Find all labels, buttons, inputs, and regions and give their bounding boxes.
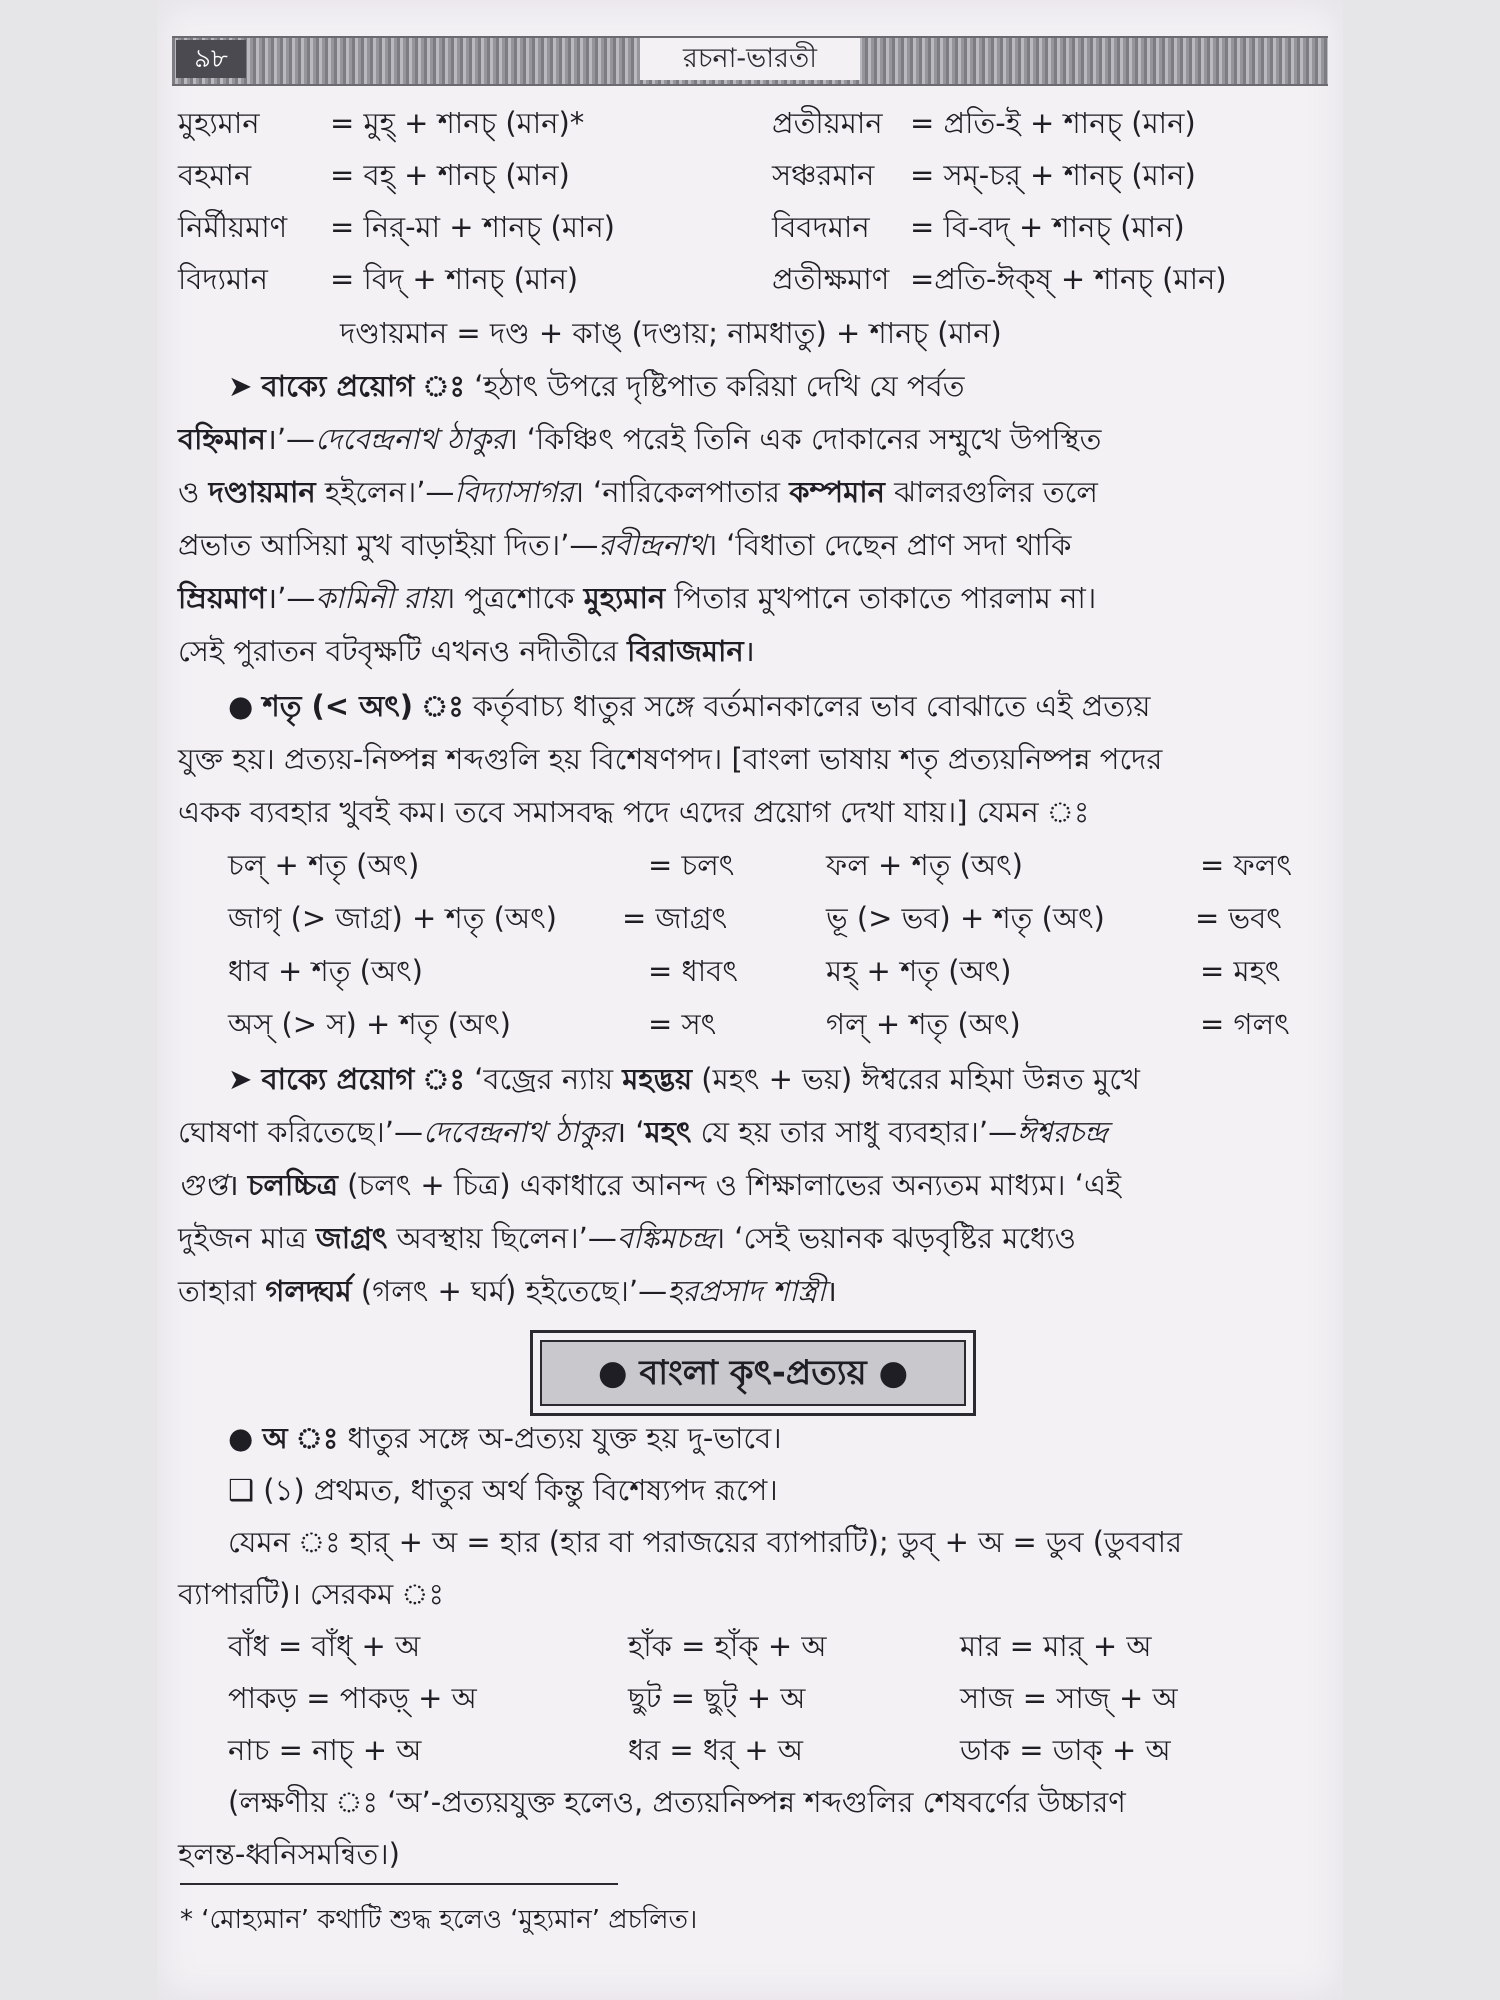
author-ref: বিদ্যাসাগর	[454, 475, 574, 509]
bullet-icon: ●	[228, 689, 254, 723]
author-ref: গুপ্ত	[178, 1168, 228, 1202]
usage-para-1-line: ম্রিয়মাণ।’—কামিনী রায়। পুত্রশোকে মুহ্যমান পিতার মুখপানে তাকাতে পারলাম না।	[178, 581, 1097, 615]
eq-right-value: = বি-বদ্ + শানচ্ (মান)	[910, 210, 1185, 244]
shatri-para-line: যুক্ত হয়। প্রত্যয়-নিষ্পন্ন শব্দগুলি হয় বিশেষণপদ। [বাংলা ভাষায় শতৃ প্রত্যয়নিষ্পন্ন পদের	[178, 742, 1163, 776]
note-line: (লক্ষণীয় ঃ ‘অ’-প্রত্যয়যুক্ত হলেও, প্রত্যয়নিষ্পন্ন শব্দগুলির শেষবর্ণের উচ্চারণ	[228, 1785, 1126, 1819]
usage-para-2-line: গুপ্ত। চলচ্চিত্র (চলৎ + চিত্র) একাধারে আনন্দ ও শিক্ষালাভের অন্যতম মাধ্যম। ‘এই	[178, 1168, 1122, 1202]
a-section-line: ব্যাপারটি)। সেরকম ঃ	[178, 1577, 444, 1611]
author-ref: রবীন্দ্রনাথ	[598, 528, 707, 562]
footnote: * ‘মোহ্যমান’ কথাটি শুদ্ধ হলেও ‘মুহ্যমান’ প্রচলিত।	[180, 1905, 698, 1935]
centered-equation: দণ্ডায়মান = দণ্ড + কাঙ্ (দণ্ডায়; নামধাতু) + শানচ্ (মান)	[340, 316, 1002, 350]
eq-right-term: বিবদমান	[772, 210, 870, 244]
a-example: পাকড় = পাকড়্ + অ	[228, 1681, 477, 1715]
author-ref: হরপ্রসাদ শাস্ত্রী	[667, 1274, 826, 1308]
usage-para-1-line: ও দণ্ডায়মান হইলেন।’—বিদ্যাসাগর। ‘নারিকেলপাতার কম্পমান ঝালরগুলির তলে	[178, 475, 1098, 509]
a-example: হাঁক = হাঁক্ + অ	[628, 1629, 827, 1663]
a-section-point: ❑ (১) প্রথমত, ধাতুর অর্থ কিন্তু বিশেষ্যপদ রূপে।	[228, 1473, 778, 1507]
author-ref: কামিনী রায়	[315, 581, 445, 615]
shatri-result: = গলৎ	[1200, 1007, 1290, 1041]
a-example: ছুট = ছুট্ + অ	[628, 1681, 806, 1715]
usage-para-1-line: সেই পুরাতন বটবৃক্ষটি এখনও নদীতীরে বিরাজমান।	[178, 634, 755, 668]
eq-left-value: = বিদ্ + শানচ্ (মান)	[330, 262, 579, 296]
shatri-result: = চলৎ	[648, 848, 735, 882]
shatri-result: = জাগ্রৎ	[622, 901, 728, 935]
usage-para-1-line: প্রভাত আসিয়া মুখ বাড়াইয়া দিত।’—রবীন্দ্রনাথ। ‘বিধাতা দেছেন প্রাণ সদা থাকি	[178, 528, 1072, 562]
section-title: ● বাংলা কৃৎ-প্রত্যয় ●	[540, 1340, 966, 1406]
author-ref: ঈশ্বরচন্দ্র	[1017, 1115, 1108, 1149]
section-title-box	[530, 1330, 976, 1416]
arrow-icon: ➤	[228, 1062, 253, 1096]
shatri-heading: ● শতৃ (< অৎ) ঃ কর্তৃবাচ্য ধাতুর সঙ্গে বর্তমানকালের ভাব বোঝাতে এই প্রত্যয়	[228, 689, 1151, 723]
eq-right-term: সঞ্চরমান	[772, 158, 875, 192]
author-ref: দেবেন্দ্রনাথ ঠাকুর	[423, 1115, 616, 1149]
arrow-icon: ➤	[228, 369, 253, 403]
shatri-result: = মহৎ	[1200, 954, 1281, 988]
a-section-line: যেমন ঃ হার্ + অ = হার (হার বা পরাজয়ের ব্যাপারটি); ডুব্ + অ = ডুব (ডুববার	[228, 1525, 1183, 1559]
author-ref: দেবেন্দ্রনাথ ঠাকুর	[315, 422, 508, 456]
eq-left-term: মুহ্যমান	[178, 106, 260, 140]
shatri-example: ভূ (> ভব) + শতৃ (অৎ)	[826, 901, 1105, 935]
eq-left-value: = মুহ্ + শানচ্ (মান)*	[330, 106, 585, 140]
a-section-heading: ● অ ঃ ধাতুর সঙ্গে অ-প্রত্যয় যুক্ত হয় দু-ভাবে।	[228, 1421, 782, 1455]
usage-para-1-line: বহ্নিমান।’—দেবেন্দ্রনাথ ঠাকুর। ‘কিঞ্চিৎ পরেই তিনি এক দোকানের সম্মুখে উপস্থিত	[178, 422, 1102, 456]
shatri-example: ধাব + শতৃ (অৎ)	[228, 954, 423, 988]
shatri-result: = ফলৎ	[1200, 848, 1292, 882]
shatri-result: = সৎ	[648, 1007, 717, 1041]
usage-para-2: ➤ বাক্যে প্রয়োগ ঃ ‘বজ্রের ন্যায় মহদ্ভয় (মহৎ + ভয়) ঈশ্বরের মহিমা উন্নত মুখে	[228, 1062, 1140, 1096]
eq-right-term: প্রতীয়মান	[772, 106, 883, 140]
shatri-example: চল্ + শতৃ (অৎ)	[228, 848, 420, 882]
shatri-result: = ভবৎ	[1195, 901, 1282, 935]
bullet-icon: ●	[228, 1421, 254, 1455]
eq-left-value: = নির্-মা + শানচ্ (মান)	[330, 210, 615, 244]
eq-right-term: প্রতীক্ষমাণ	[772, 262, 890, 296]
usage-label: বাক্যে প্রয়োগ ঃ	[261, 369, 465, 403]
a-example: মার = মার্ + অ	[960, 1629, 1152, 1663]
a-example: ধর = ধর্ + অ	[628, 1733, 803, 1767]
shatri-example: গল্ + শতৃ (অৎ)	[826, 1007, 1021, 1041]
eq-left-term: বিদ্যমান	[178, 262, 268, 296]
running-title: রচনা-ভারতী	[640, 38, 860, 80]
a-example: সাজ = সাজ্ + অ	[960, 1681, 1178, 1715]
a-example: নাচ = নাচ্ + অ	[228, 1733, 422, 1767]
shatri-example: জাগৃ (> জাগ্র) + শতৃ (অৎ)	[228, 901, 557, 935]
footnote-rule	[180, 1883, 618, 1885]
note-line: হলন্ত-ধ্বনিসমন্বিত।)	[178, 1837, 400, 1871]
page-number: ৯৮	[176, 40, 246, 78]
a-example: ডাক = ডাক্ + অ	[960, 1733, 1171, 1767]
eq-right-value: = প্রতি-ই + শানচ্ (মান)	[910, 106, 1196, 140]
usage-para-2-line: ঘোষণা করিতেছে।’—দেবেন্দ্রনাথ ঠাকুর। ‘মহৎ যে হয় তার সাধু ব্যবহার।’—ঈশ্বরচন্দ্র	[178, 1115, 1108, 1149]
usage-para-2-line: তাহারা গলদ্ঘর্ম (গলৎ + ঘর্ম) হইতেছে।’—হরপ্রসাদ শাস্ত্রী।	[178, 1274, 837, 1308]
shatri-para-line: একক ব্যবহার খুবই কম। তবে সমাসবদ্ধ পদে এদের প্রয়োগ দেখা যায়।] যেমন ঃ	[178, 795, 1090, 829]
a-example: বাঁধ = বাঁধ্ + অ	[228, 1629, 421, 1663]
shatri-example: মহ্ + শতৃ (অৎ)	[826, 954, 1012, 988]
eq-left-term: বহমান	[178, 158, 252, 192]
shatri-example: অস্ (> স) + শতৃ (অৎ)	[228, 1007, 511, 1041]
eq-right-value: =প্রতি-ঈক্ষ্ + শানচ্ (মান)	[910, 262, 1227, 296]
eq-right-value: = সম্-চর্ + শানচ্ (মান)	[910, 158, 1196, 192]
author-ref: বঙ্কিমচন্দ্র	[616, 1221, 715, 1255]
usage-para-1: ➤ বাক্যে প্রয়োগ ঃ ‘হঠাৎ উপরে দৃষ্টিপাত করিয়া দেখি যে পর্বত	[228, 369, 965, 403]
usage-para-2-line: দুইজন মাত্র জাগ্রৎ অবস্থায় ছিলেন।’—বঙ্কিমচন্দ্র। ‘সেই ভয়ানক ঝড়বৃষ্টির মধ্যেও	[178, 1221, 1076, 1255]
eq-left-value: = বহ্ + শানচ্ (মান)	[330, 158, 570, 192]
eq-left-term: নির্মীয়মাণ	[178, 210, 288, 244]
shatri-result: = ধাবৎ	[648, 954, 738, 988]
shatri-example: ফল + শতৃ (অৎ)	[826, 848, 1023, 882]
